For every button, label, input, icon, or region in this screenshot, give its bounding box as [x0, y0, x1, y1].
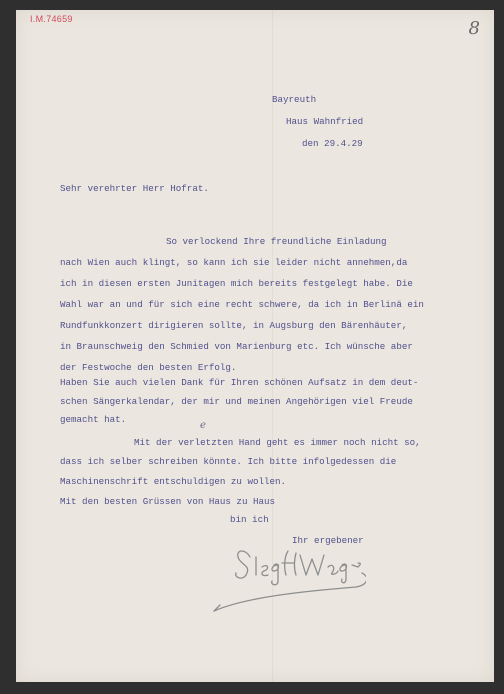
page-number: 8: [468, 18, 480, 39]
body-line: der Festwoche den besten Erfolg.: [60, 362, 237, 373]
body-line: schen Sängerkalendar, der mir und meinen Angehörigen viel Freude: [60, 396, 413, 407]
body-line: Mit den besten Grüssen von Haus zu Haus: [60, 496, 276, 507]
header-house: Haus Wahnfried: [286, 116, 364, 127]
body-line: Maschinenschrift entschuldigen zu wollen.: [60, 476, 287, 487]
body-line: nach Wien auch klingt, so kann ich sie leider nicht annehmen,da: [60, 257, 408, 268]
closing-line: Ihr ergebener: [292, 535, 364, 546]
signature-graphic: [206, 535, 366, 620]
body-line: dass ich selber schreiben könnte. Ich bitte infolgedessen die: [60, 456, 397, 467]
letter-page: [16, 10, 494, 682]
body-line: Mit der verletzten Hand geht es immer noch nicht so,: [134, 437, 421, 448]
body-line: in Braunschweig den Schmied von Marienburg etc. Ich wünsche aber: [60, 341, 413, 352]
body-line: Rundfunkkonzert dirigieren sollte, in Augsburg den Bärenhäuter,: [60, 320, 408, 331]
salutation: Sehr verehrter Herr Hofrat.: [60, 183, 209, 194]
body-line: Wahl war an und für sich eine recht schwere, da ich in Berlinä ein: [60, 299, 424, 310]
header-date: den 29.4.29: [302, 138, 363, 149]
archive-mark: I.M.74659: [30, 14, 73, 24]
body-line: ich in diesen ersten Junitagen mich bereits festgelegt habe. Die: [60, 278, 413, 289]
body-line: gemacht hat.: [60, 414, 127, 425]
signature: [206, 535, 366, 625]
body-line: Haben Sie auch vielen Dank für Ihren schönen Aufsatz in dem deut-: [60, 377, 419, 388]
body-line: So verlockend Ihre freundliche Einladung: [166, 236, 387, 247]
header-place: Bayreuth: [272, 94, 317, 105]
closing-line: bin ich: [230, 514, 269, 525]
handwritten-correction: e: [200, 420, 206, 431]
